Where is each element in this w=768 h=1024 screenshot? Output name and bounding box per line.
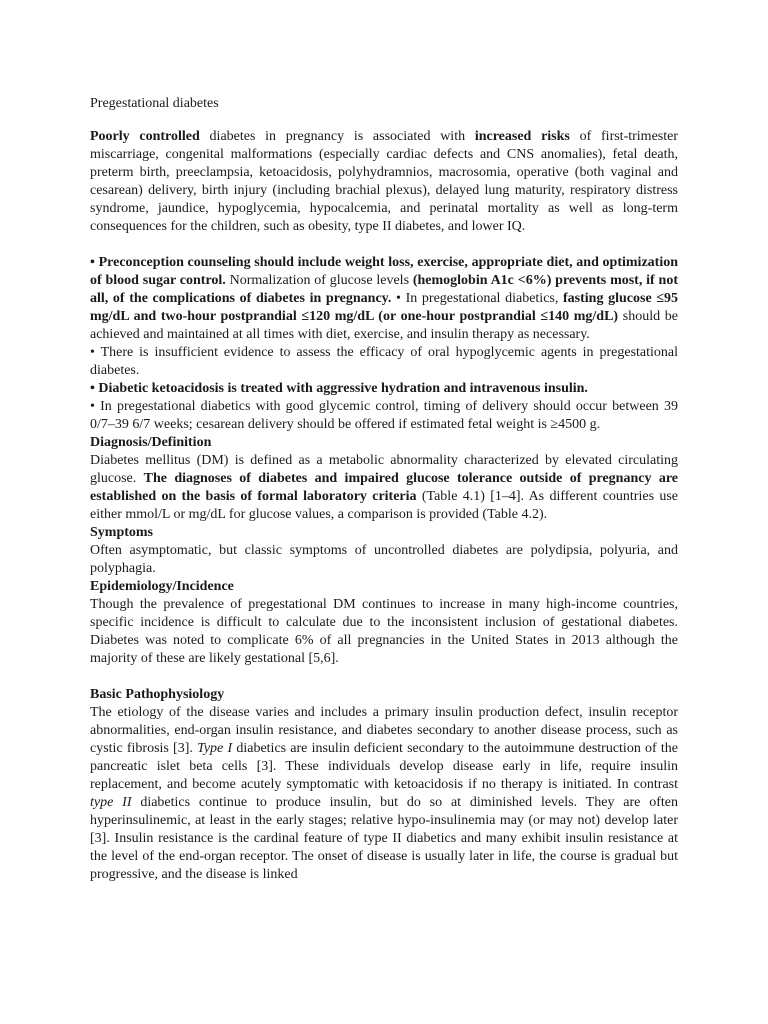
paragraph-preconception: • Preconception counseling should include weight loss, exercise, appropriate diet, and optimization of blood sugar control. Normalization of glucose levels (hemoglobin A1c <6%) prevents most, if not all, of the complications of diabetes in pregnancy. • In pregestational diabetics, fasting glucose ≤95 mg/dL and two-hour postprandial ≤120 mg/dL (or one-hour postprandial ≤140 mg/dL) should be achieved and maintained at all times with diet, exercise, and insulin therapy as necessary. [90, 255, 678, 342]
key-points-block [90, 254, 678, 884]
paragraph-risks: Poorly controlled diabetes in pregnancy is associated with increased risks of first-trimester miscarriage, congenital malformations (especially cardiac defects and CNS anomalies), fetal death, preterm birth, preeclampsia, ketoacidosis, polyhydramnios, macrosomia, operative (both vaginal and cesarean) delivery, birth injury (including brachial plexus), delayed lung maturity, respiratory distress syndrome, jaundice, hypoglycemia, hypocalcemia, and perinatal mortality as well as long-term consequences for the children, such as obesity, type II diabetes, and lower IQ. [90, 129, 678, 234]
bullet-ketoacidosis: • Diabetic ketoacidosis is treated with aggressive hydration and intravenous insulin. [90, 381, 588, 396]
paragraph-epidemiology: Though the prevalence of pregestational DM continues to increase in many high-income countries, specific incidence is difficult to calculate due to the inconsistent inclusion of gestational diabetes. Diabetes was noted to complicate 6% of all pregnancies in the United States in 2013 although the majority of these are likely gestational [5,6]. [90, 597, 678, 666]
heading-diagnosis: Diagnosis/Definition [90, 435, 212, 450]
paragraph-diagnosis: Diabetes mellitus (DM) is defined as a metabolic abnormality characterized by elevated circulating glucose. The diagnoses of diabetes and impaired glucose tolerance outside of pregnancy are established on the basis of formal laboratory criteria (Table 4.1) [1–4]. As different countries use either mmol/L or mg/dL for glucose values, a comparison is provided (Table 4.2). [90, 453, 679, 522]
paragraph-symptoms: Often asymptomatic, but classic symptoms of uncontrolled diabetes are polydipsia, polyuria, and polyphagia. [90, 543, 678, 576]
paragraph-pathophysiology: The etiology of the disease varies and includes a primary insulin production defect, insulin receptor abnormalities, end-organ insulin resistance, and diabetes secondary to another disease process, such as cystic fibrosis [3]. Type I diabetics are insulin deficient secondary to the autoimmune destruction of the pancreatic islet beta cells [3]. These individuals develop disease early in life, require insulin replacement, and become acutely symptomatic with ketoacidosis if no therapy is initiated. In contrast type II diabetics continue to produce insulin, but do so at diminished levels. They are often hyperinsulinemic, at least in the early stages; relative hypo-insulinemia may (or may not) develop later [3]. Insulin resistance is the cardinal feature of type II diabetics and many exhibit insulin resistance at the level of the end-organ receptor. The onset of disease is usually later in life, the course is gradual but progressive, and the disease is linked [90, 705, 678, 882]
heading-epidemiology: Epidemiology/Incidence [90, 579, 234, 594]
document-title: Pregestational diabetes [90, 96, 219, 111]
heading-pathophysiology: Basic Pathophysiology [90, 687, 225, 702]
bullet-oral-agents: • There is insufficient evidence to assess the efficacy of oral hypoglycemic agents in pregestational diabetes. [90, 345, 678, 378]
bullet-delivery-timing: • In pregestational diabetics with good glycemic control, timing of delivery should occur between 39 0/7–39 6/7 weeks; cesarean delivery should be offered if estimated fetal weight is ≥4500 g. [90, 399, 678, 432]
heading-symptoms: Symptoms [90, 525, 154, 540]
section-spacer [90, 668, 678, 686]
risks-bold-lead: Poorly controlled [90, 129, 200, 144]
